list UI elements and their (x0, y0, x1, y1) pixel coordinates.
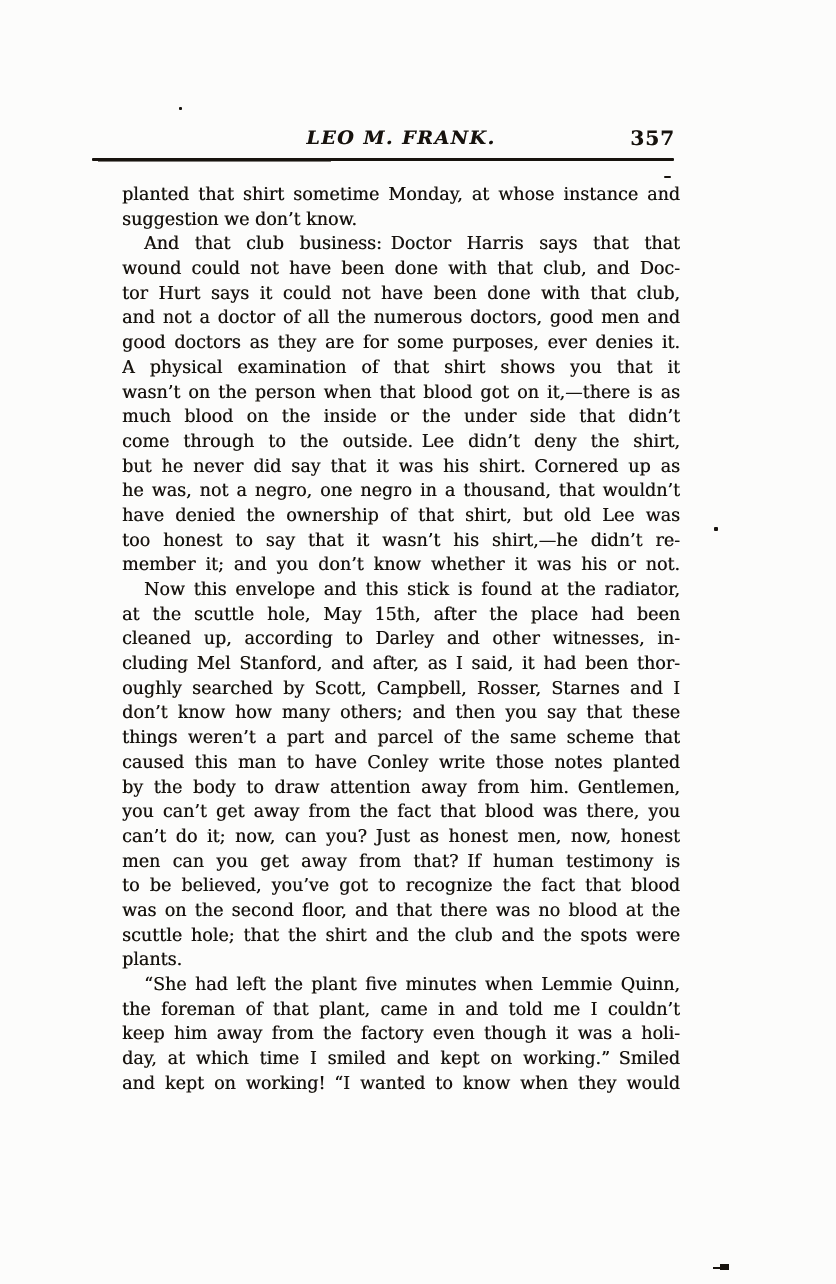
text-line: cleaned up, according to Darley and other witnesses, in- (122, 629, 680, 650)
text-line: have denied the ownership of that shirt, but old Lee was (122, 505, 680, 526)
text-line: good doctors as they are for some purposes, ever denies it. (122, 333, 680, 354)
scan-artifact-mark (713, 1267, 729, 1269)
text-line: suggestion we don’t know. (122, 209, 357, 230)
text-line: plants. (122, 950, 183, 971)
text-line: wound could not have been done with that club, and Doc- (122, 259, 680, 280)
text-line: oughly searched by Scott, Campbell, Rosser, Starnes and I (122, 678, 680, 699)
text-line: was on the second floor, and that there was no blood at the (122, 900, 680, 921)
text-line: can’t do it; now, can you? Just as honest men, now, honest (122, 826, 680, 847)
ink-speck (714, 527, 718, 531)
text-line: don’t know how many others; and then you say that these (122, 703, 680, 724)
text-line: much blood on the inside or the under side that didn’t (122, 407, 680, 428)
text-line: scuttle hole; that the shirt and the club and the spots were (122, 925, 680, 946)
text-line: he was, not a negro, one negro in a thousand, that wouldn’t (122, 481, 680, 502)
text-line: cluding Mel Stanford, and after, as I said, it had been thor- (122, 654, 680, 675)
running-header-title: LEO M. FRANK. (306, 127, 496, 149)
text-line: And that club business: Doctor Harris says that that (144, 234, 680, 255)
page-number: 357 (630, 126, 675, 150)
body-text (122, 183, 680, 1096)
text-line: keep him away from the factory even though it was a holi- (122, 1024, 680, 1045)
text-line: and kept on working! “I wanted to know when they would (122, 1073, 680, 1094)
text-line: member it; and you don’t know whether it was his or not. (122, 555, 680, 576)
text-line: things weren’t a part and parcel of the same scheme that (122, 728, 680, 749)
text-line: by the body to draw attention away from him. Gentlemen, (122, 777, 680, 798)
text-line: at the scuttle hole, May 15th, after the place had been (122, 604, 680, 625)
text-line: planted that shirt sometime Monday, at whose instance and (122, 185, 680, 205)
text-line: A physical examination of that shirt shows you that it (122, 357, 680, 378)
text-line: and not a doctor of all the numerous doctors, good men and (122, 308, 680, 329)
text-line: “She had left the plant five minutes when Lemmie Quinn, (144, 975, 680, 995)
text-line: men can you get away from that? If human testimony is (122, 851, 680, 872)
text-line: too honest to say that it wasn’t his shirt,—he didn’t re- (122, 530, 680, 551)
text-line: Now this envelope and this stick is found at the radiator, (144, 580, 680, 600)
ink-speck (179, 107, 182, 110)
text-line: you can’t get away from the fact that blood was there, you (122, 802, 680, 823)
header-rule (92, 158, 674, 161)
text-line: but he never did say that it was his shirt. Cornered up as (122, 456, 680, 477)
ink-speck (664, 176, 671, 178)
text-line: caused this man to have Conley write those notes planted (122, 752, 680, 773)
text-line: to be believed, you’ve got to recognize the fact that blood (122, 876, 680, 897)
text-line: day, at which time I smiled and kept on working.” Smiled (122, 1049, 680, 1070)
text-line: come through to the outside. Lee didn’t deny the shirt, (122, 431, 680, 452)
text-line: the foreman of that plant, came in and told me I couldn’t (122, 999, 680, 1020)
text-line: wasn’t on the person when that blood got on it,—there is as (122, 382, 680, 403)
text-line: tor Hurt says it could not have been done with that club, (122, 283, 680, 304)
